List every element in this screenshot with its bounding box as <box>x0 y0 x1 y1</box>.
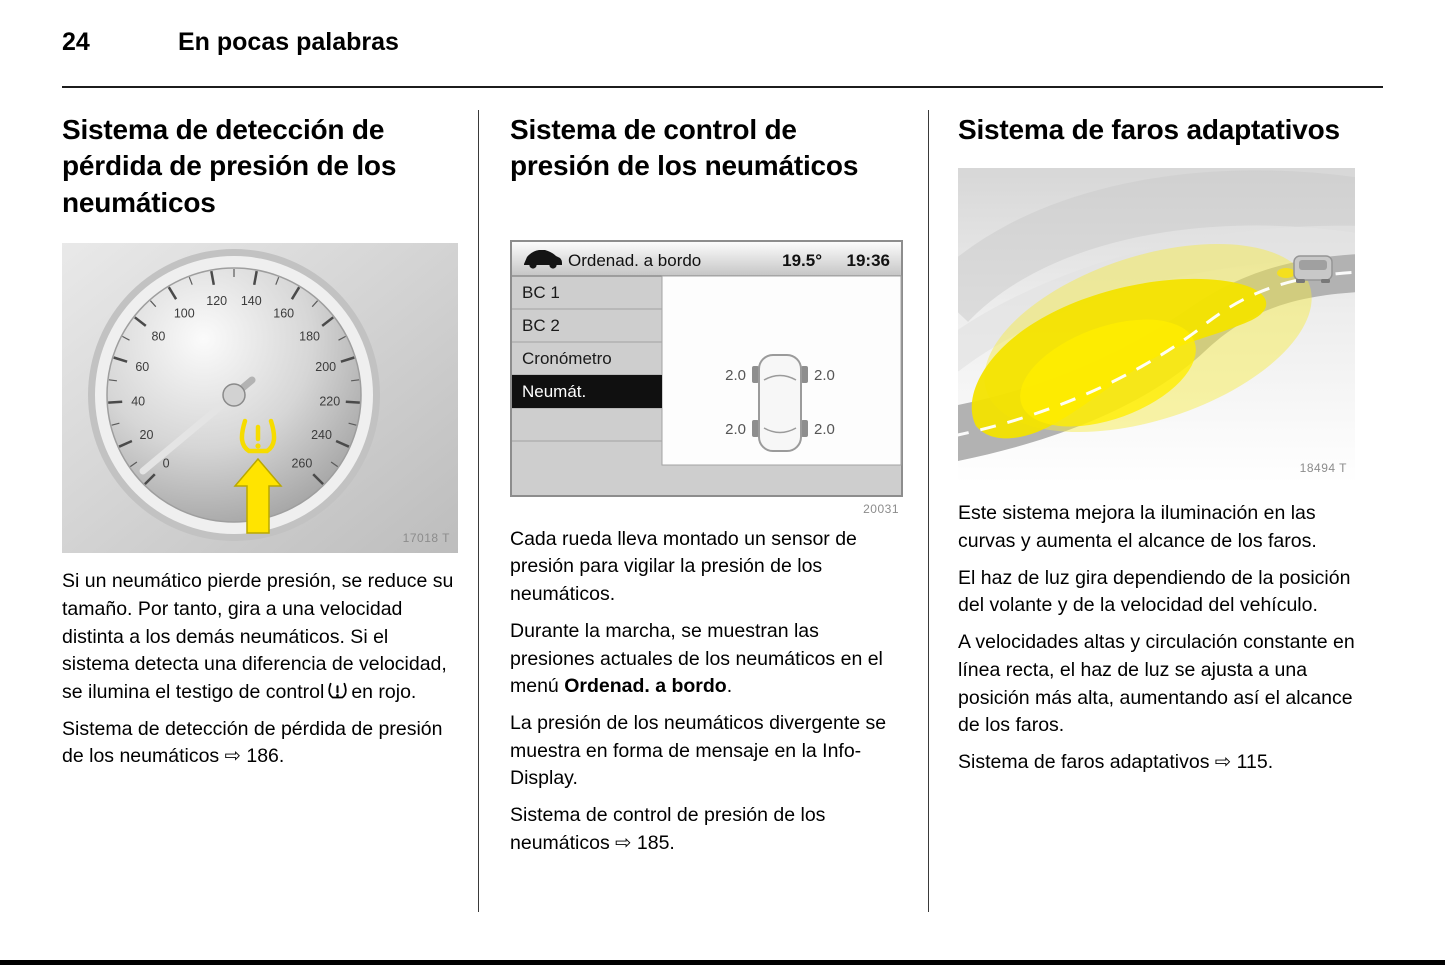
gauge-scale-label: 180 <box>299 329 321 344</box>
figure-caption: 17018 T <box>402 531 450 546</box>
speedometer-image <box>62 243 458 553</box>
menu-name-bold: Ordenad. a bordo <box>564 675 727 698</box>
menu-item-bc1: BC 1 <box>522 282 560 302</box>
display-time: 19:36 <box>846 250 890 270</box>
pressure-rear-left: 2.0 <box>725 420 746 438</box>
paragraph <box>62 568 458 706</box>
gauge-scale-label: 0 <box>162 456 170 471</box>
gauge-scale-label: 200 <box>315 360 337 375</box>
gauge-scale-label: 160 <box>273 306 295 321</box>
display-title: Ordenad. a bordo <box>568 250 702 270</box>
gauge-scale-label: 80 <box>151 329 166 344</box>
tire-loss-text <box>62 568 458 771</box>
column-divider-left <box>478 110 479 912</box>
cross-reference: Sistema de faros adaptativos ⇨ 115. <box>958 750 1274 773</box>
paragraph-text: . <box>726 675 733 698</box>
car-top-view <box>752 355 808 451</box>
paragraph: Este sistema mejora la iluminación en las curvas y aumenta el alcance de los faros. <box>958 502 1317 553</box>
page-bottom-edge <box>0 960 1445 965</box>
paragraph: El haz de luz gira dependiendo de la posición del volante y de la velocidad del vehículo. <box>958 566 1351 617</box>
column-divider-right <box>928 110 929 912</box>
cross-reference: Sistema de control de presión de los neumáticos ⇨ 185. <box>510 803 826 854</box>
speedometer-figure <box>62 243 458 553</box>
gauge-scale-label: 240 <box>311 428 332 443</box>
menu-item-cronometro: Cronómetro <box>522 348 612 368</box>
info-display-figure <box>510 240 903 516</box>
cross-reference: Sistema de detección de pérdida de presión de los neumáticos ⇨ 186. <box>62 717 443 768</box>
gauge-scale-label: 140 <box>240 294 262 309</box>
column-title: Sistema de control de presión de los neumáticos <box>510 114 859 182</box>
figure-caption: 20031 <box>863 501 899 516</box>
paragraph: La presión de los neumáticos divergente se muestra en forma de mensaje en la Info-Display. <box>510 711 887 790</box>
column-title: Sistema de detección de pérdida de presión de los neumáticos <box>62 114 397 218</box>
column-tire-loss-detection <box>62 112 458 780</box>
display-temperature: 19.5° <box>782 250 822 270</box>
figure-caption: 18494 T <box>1299 461 1347 476</box>
paragraph: A velocidades altas y circulación constante en línea recta, el haz de luz se ajusta a una posición más alta, aumentando así el alcance de los faros. <box>958 631 1355 737</box>
column-adaptive-headlights <box>958 112 1355 786</box>
paragraph-text: Si un neumático pierde presión, se reduce su tamaño. Por tanto, gira a una velocidad distinta a los demás neumáticos. Si el sistema detecta una diferencia de velocidad, se ilumina el testigo de control <box>62 570 454 703</box>
gauge-scale-label: 260 <box>291 456 313 471</box>
gauge-scale-label: 20 <box>139 428 154 443</box>
page-number: 24 <box>62 28 90 56</box>
header-rule <box>62 86 1383 88</box>
column-title: Sistema de faros adaptativos <box>958 114 1340 145</box>
tire-pressure-warning-icon <box>327 682 348 701</box>
gauge-hub <box>223 384 245 406</box>
paragraph <box>510 618 904 701</box>
paragraph-text: en rojo. <box>351 680 417 703</box>
tire-pressure-text <box>510 526 904 858</box>
pressure-rear-right: 2.0 <box>814 420 835 438</box>
info-display-image <box>510 240 903 497</box>
section-title: En pocas palabras <box>178 28 399 56</box>
column-tire-pressure-monitor <box>510 112 904 866</box>
gauge-scale-label: 60 <box>135 360 150 375</box>
pressure-front-left: 2.0 <box>725 366 746 384</box>
adaptive-lights-text <box>958 500 1355 776</box>
gauge-scale-label: 120 <box>206 294 228 309</box>
paragraph-text: Durante la marcha, se muestran las presiones actuales de los neumáticos en el menú <box>510 619 883 698</box>
pressure-front-right: 2.0 <box>814 366 835 384</box>
menu-item-neumat-selected: Neumát. <box>522 381 587 401</box>
adaptive-headlights-image <box>958 168 1355 483</box>
adaptive-headlights-figure <box>958 168 1355 483</box>
gauge-scale-label: 100 <box>173 306 195 321</box>
menu-item-bc2: BC 2 <box>522 315 560 335</box>
paragraph: Cada rueda lleva montado un sensor de presión para vigilar la presión de los neumáticos. <box>510 527 857 606</box>
gauge-scale-label: 40 <box>131 394 146 409</box>
gauge-scale-label: 220 <box>319 394 341 409</box>
